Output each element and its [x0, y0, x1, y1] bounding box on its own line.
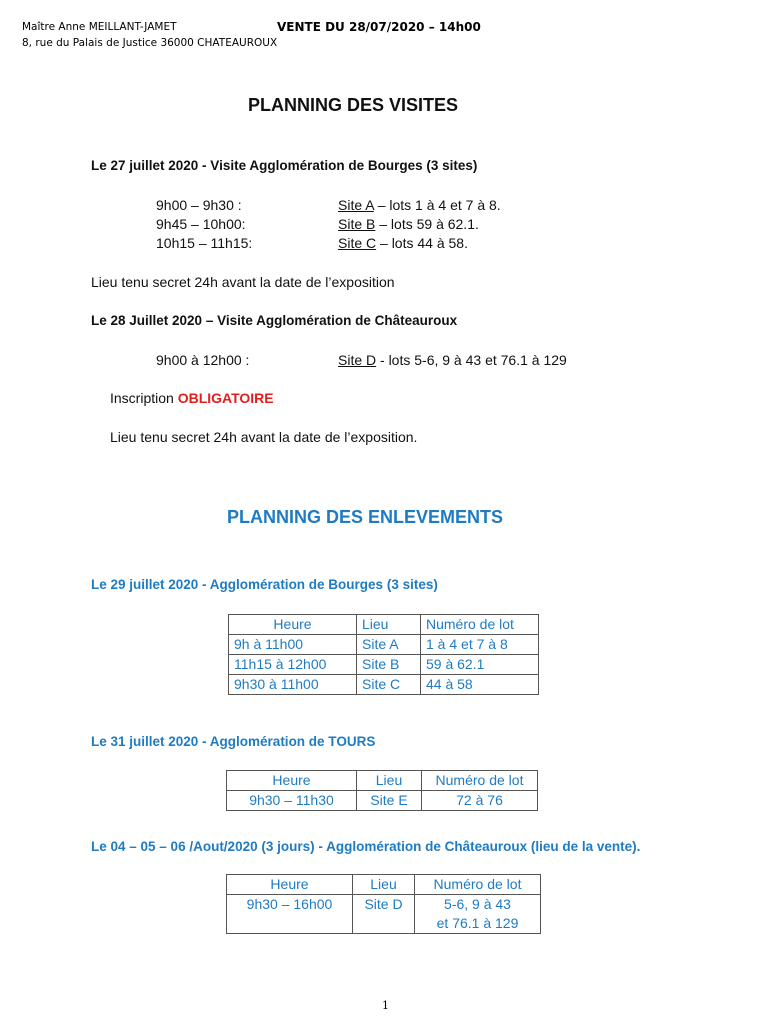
col-header-lot: Numéro de lot	[415, 875, 541, 895]
cell-lot: 59 à 62.1	[421, 655, 539, 675]
visit-slot-lots: – lots 1 à 4 et 7 à 8.	[373, 197, 501, 213]
col-header-heure: Heure	[229, 615, 357, 635]
table-row	[227, 791, 538, 811]
notary-address: 8, rue du Palais de Justice 36000 CHATEAUROUX	[22, 37, 278, 49]
visit-day1-note: Lieu tenu secret 24h avant la date de l’exposition	[91, 274, 395, 290]
visit-slot-location	[338, 216, 479, 232]
col-header-lieu: Lieu	[353, 875, 415, 895]
visit-day2-note: Lieu tenu secret 24h avant la date de l’exposition.	[110, 429, 418, 445]
visit-day2-heading: Le 28 Juillet 2020 – Visite Agglomération de Châteauroux	[91, 313, 458, 328]
cell-lot: 1 à 4 et 7 à 8	[421, 635, 539, 655]
cell-lot: 72 à 76	[422, 791, 538, 811]
visit-slot-location	[338, 235, 468, 251]
col-header-lieu: Lieu	[357, 615, 421, 635]
col-header-heure: Heure	[227, 771, 357, 791]
cell-lot: 5-6, 9 à 43	[415, 895, 541, 915]
cell-heure: 11h15 à 12h00	[229, 655, 357, 675]
removal-block3-heading: Le 04 – 05 – 06 /Aout/2020 (3 jours) - Agglomération de Châteauroux (lieu de la vente).	[91, 839, 641, 854]
cell-lieu: Site B	[357, 655, 421, 675]
visit-slot-lots: – lots 44 à 58.	[376, 235, 468, 251]
visit-slot-location	[338, 352, 567, 368]
inscription-line	[110, 390, 274, 406]
visit-slot-location	[338, 197, 501, 213]
table-header-row	[227, 875, 541, 895]
removal-table-chateauroux	[226, 874, 541, 934]
removal-block2-heading: Le 31 juillet 2020 - Agglomération de TOURS	[91, 734, 376, 749]
visit-slot-time: 9h00 à 12h00 :	[156, 352, 250, 368]
removal-table-bourges	[228, 614, 539, 695]
col-header-lot: Numéro de lot	[422, 771, 538, 791]
site-a-label: Site A	[338, 197, 374, 213]
col-header-lieu: Lieu	[357, 771, 422, 791]
notary-name: Maître Anne MEILLANT-JAMET	[22, 21, 177, 33]
visit-slot-lots: - lots 5-6, 9 à 43 et 76.1 à 129	[376, 352, 567, 368]
col-header-lot: Numéro de lot	[421, 615, 539, 635]
visit-slot-time: 9h00 – 9h30 :	[156, 197, 242, 213]
visits-title: PLANNING DES VISITES	[248, 95, 459, 115]
table-row	[229, 655, 539, 675]
visit-day1-heading: Le 27 juillet 2020 - Visite Agglomération de Bourges (3 sites)	[91, 158, 478, 173]
cell-heure: 9h30 à 11h00	[229, 675, 357, 695]
cell-heure	[227, 914, 353, 934]
visit-slot-time: 9h45 – 10h00:	[156, 216, 246, 232]
removals-title: PLANNING DES ENLEVEMENTS	[227, 507, 504, 527]
cell-lieu: Site C	[357, 675, 421, 695]
cell-lieu: Site E	[357, 791, 422, 811]
table-row	[229, 635, 539, 655]
table-row	[229, 675, 539, 695]
inscription-label: Inscription	[110, 390, 178, 406]
cell-lieu: Site A	[357, 635, 421, 655]
table-row	[227, 914, 541, 934]
removal-table-tours	[226, 770, 538, 811]
cell-lot: 44 à 58	[421, 675, 539, 695]
cell-lieu: Site D	[353, 895, 415, 915]
cell-heure: 9h30 – 11h30	[227, 791, 357, 811]
visit-slot-time: 10h15 – 11h15:	[156, 235, 253, 251]
sale-title: VENTE DU 28/07/2020 – 14h00	[277, 20, 481, 34]
cell-lieu	[353, 914, 415, 934]
table-header-row	[227, 771, 538, 791]
site-c-label: Site C	[338, 235, 377, 251]
cell-lot: et 76.1 à 129	[415, 914, 541, 934]
inscription-mandatory: OBLIGATOIRE	[177, 390, 274, 406]
visit-slot-lots: – lots 59 à 62.1.	[375, 216, 479, 232]
table-row	[227, 895, 541, 915]
table-header-row	[229, 615, 539, 635]
site-b-label: Site B	[338, 216, 376, 232]
cell-heure: 9h30 – 16h00	[227, 895, 353, 915]
cell-heure: 9h à 11h00	[229, 635, 357, 655]
removal-block1-heading: Le 29 juillet 2020 - Agglomération de Bourges (3 sites)	[91, 577, 438, 592]
col-header-heure: Heure	[227, 875, 353, 895]
page-number: 1	[382, 999, 389, 1012]
site-d-label: Site D	[338, 352, 377, 368]
